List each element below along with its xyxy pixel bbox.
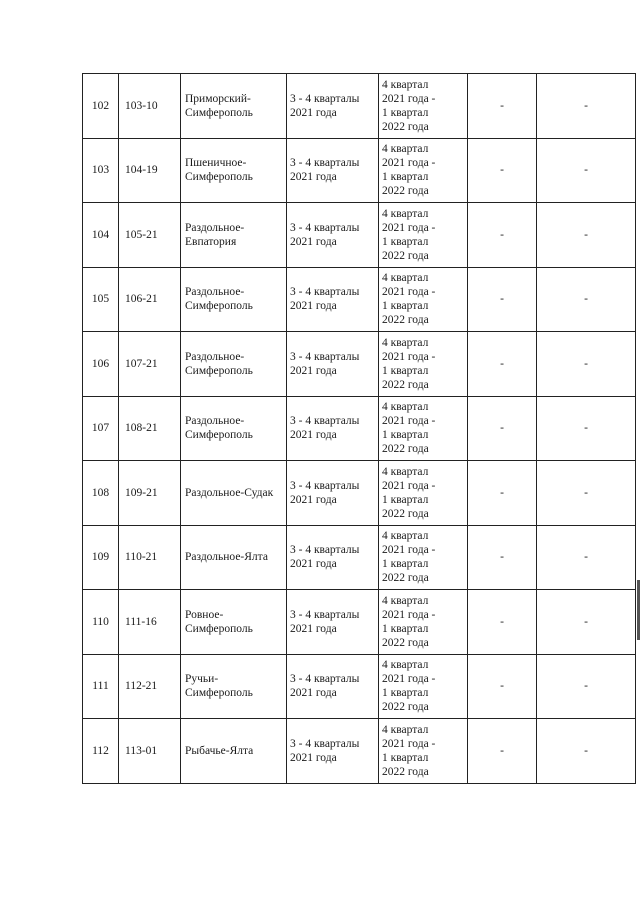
row-number-cell: 102 — [83, 74, 119, 139]
period-cell-line: 2021 года — [290, 364, 337, 377]
period-cell — [287, 654, 379, 719]
route-name-cell — [181, 203, 287, 268]
period-cell-line: 2021 года — [290, 493, 337, 506]
period-cell — [287, 719, 379, 784]
end-period-cell — [379, 719, 468, 784]
period-cell-line: 3 - 4 кварталы — [290, 92, 360, 105]
end-period-cell-line: 1 квартал — [382, 429, 429, 442]
value-b-cell: - — [537, 461, 636, 526]
period-cell-line: 2021 года — [290, 171, 337, 184]
route-code-cell: 113-01 — [119, 719, 181, 784]
end-period-cell-line: 2022 года — [382, 314, 429, 327]
end-period-cell-line: 2022 года — [382, 572, 429, 585]
end-period-cell-line: 1 квартал — [382, 493, 429, 506]
table-row — [83, 138, 636, 203]
value-a-cell: - — [468, 138, 537, 203]
end-period-cell-line: 2021 года - — [382, 221, 436, 234]
value-a-cell: - — [468, 74, 537, 139]
value-a-cell: - — [468, 654, 537, 719]
end-period-cell-line: 4 квартал — [382, 143, 429, 156]
route-name-cell-line: Симферополь — [185, 687, 253, 700]
period-cell-line: 2021 года — [290, 687, 337, 700]
end-period-cell-line: 1 квартал — [382, 106, 429, 119]
table-row — [83, 719, 636, 784]
end-period-cell-line: 1 квартал — [382, 622, 429, 635]
table-row — [83, 203, 636, 268]
period-cell-line: 2021 года — [290, 558, 337, 571]
end-period-cell — [379, 590, 468, 655]
row-number-cell: 112 — [83, 719, 119, 784]
period-cell-line: 3 - 4 кварталы — [290, 544, 360, 557]
end-period-cell — [379, 525, 468, 590]
route-name-cell-line: Ровное- — [185, 608, 224, 621]
end-period-cell-line: 4 квартал — [382, 530, 429, 543]
end-period-cell-line: 2022 года — [382, 636, 429, 649]
period-cell-line: 2021 года — [290, 106, 337, 119]
route-code-cell: 103-10 — [119, 74, 181, 139]
end-period-cell-line: 2021 года - — [382, 479, 436, 492]
end-period-cell-line: 4 квартал — [382, 272, 429, 285]
period-cell-line: 2021 года — [290, 429, 337, 442]
end-period-cell-line: 2022 года — [382, 120, 429, 133]
route-code-cell: 109-21 — [119, 461, 181, 526]
table-row — [83, 654, 636, 719]
end-period-cell-line: 2021 года - — [382, 415, 436, 428]
end-period-cell-line: 4 квартал — [382, 336, 429, 349]
period-cell-line: 3 - 4 кварталы — [290, 221, 360, 234]
period-cell — [287, 332, 379, 397]
route-name-cell-line: Раздольное- — [185, 286, 245, 299]
route-code-cell: 110-21 — [119, 525, 181, 590]
route-name-cell-line: Симферополь — [185, 429, 253, 442]
end-period-cell — [379, 203, 468, 268]
route-name-cell-line: Раздольное-Ялта — [185, 551, 268, 564]
end-period-cell-line: 1 квартал — [382, 300, 429, 313]
period-cell-line: 3 - 4 кварталы — [290, 737, 360, 750]
value-a-cell: - — [468, 590, 537, 655]
route-name-cell — [181, 719, 287, 784]
route-name-cell — [181, 654, 287, 719]
end-period-cell-line: 2022 года — [382, 185, 429, 198]
end-period-cell-line: 2021 года - — [382, 92, 436, 105]
end-period-cell-line: 1 квартал — [382, 364, 429, 377]
period-cell-line: 3 - 4 кварталы — [290, 479, 360, 492]
route-code-cell: 107-21 — [119, 332, 181, 397]
row-number-cell: 111 — [83, 654, 119, 719]
route-name-cell — [181, 461, 287, 526]
end-period-cell-line: 4 квартал — [382, 659, 429, 672]
period-cell-line: 2021 года — [290, 300, 337, 313]
end-period-cell-line: 2021 года - — [382, 286, 436, 299]
route-name-cell-line: Симферополь — [185, 106, 253, 119]
end-period-cell — [379, 74, 468, 139]
table-row — [83, 396, 636, 461]
end-period-cell-line: 4 квартал — [382, 78, 429, 91]
value-b-cell: - — [537, 203, 636, 268]
route-name-cell — [181, 525, 287, 590]
route-name-cell-line: Раздольное-Судак — [185, 486, 274, 499]
row-number-cell: 103 — [83, 138, 119, 203]
table-row — [83, 525, 636, 590]
end-period-cell-line: 4 квартал — [382, 465, 429, 478]
route-name-cell-line: Симферополь — [185, 364, 253, 377]
value-a-cell: - — [468, 203, 537, 268]
end-period-cell-line: 2022 года — [382, 249, 429, 262]
routes-table — [82, 73, 636, 784]
table-row — [83, 461, 636, 526]
routes-table-body — [83, 74, 636, 784]
end-period-cell — [379, 461, 468, 526]
period-cell — [287, 590, 379, 655]
end-period-cell-line: 1 квартал — [382, 558, 429, 571]
table-row — [83, 590, 636, 655]
end-period-cell — [379, 332, 468, 397]
route-name-cell-line: Пшеничное- — [185, 157, 247, 170]
end-period-cell — [379, 654, 468, 719]
route-name-cell-line: Евпатория — [185, 235, 237, 248]
period-cell-line: 3 - 4 кварталы — [290, 157, 360, 170]
row-number-cell: 109 — [83, 525, 119, 590]
period-cell-line: 2021 года — [290, 622, 337, 635]
route-name-cell-line: Приморский- — [185, 92, 251, 105]
value-a-cell: - — [468, 267, 537, 332]
value-b-cell: - — [537, 396, 636, 461]
period-cell — [287, 461, 379, 526]
route-code-cell: 108-21 — [119, 396, 181, 461]
route-name-cell-line: Раздольное- — [185, 415, 245, 428]
end-period-cell-line: 4 квартал — [382, 594, 429, 607]
period-cell — [287, 203, 379, 268]
end-period-cell-line: 2021 года - — [382, 157, 436, 170]
route-name-cell-line: Раздольное- — [185, 350, 245, 363]
end-period-cell — [379, 396, 468, 461]
end-period-cell-line: 1 квартал — [382, 687, 429, 700]
end-period-cell-line: 2021 года - — [382, 350, 436, 363]
end-period-cell-line: 2021 года - — [382, 608, 436, 621]
value-a-cell: - — [468, 332, 537, 397]
end-period-cell-line: 1 квартал — [382, 751, 429, 764]
value-b-cell: - — [537, 332, 636, 397]
value-a-cell: - — [468, 719, 537, 784]
value-b-cell: - — [537, 719, 636, 784]
value-b-cell: - — [537, 138, 636, 203]
route-name-cell-line: Рыбачье-Ялта — [185, 744, 254, 757]
row-number-cell: 104 — [83, 203, 119, 268]
table-row — [83, 74, 636, 139]
row-number-cell: 107 — [83, 396, 119, 461]
route-code-cell: 112-21 — [119, 654, 181, 719]
period-cell — [287, 525, 379, 590]
period-cell-line: 2021 года — [290, 751, 337, 764]
period-cell — [287, 396, 379, 461]
route-code-cell: 105-21 — [119, 203, 181, 268]
route-name-cell — [181, 396, 287, 461]
period-cell-line: 3 - 4 кварталы — [290, 415, 360, 428]
route-name-cell-line: Симферополь — [185, 300, 253, 313]
route-name-cell-line: Ручьи- — [185, 673, 219, 686]
end-period-cell — [379, 138, 468, 203]
end-period-cell — [379, 267, 468, 332]
route-name-cell — [181, 74, 287, 139]
value-b-cell: - — [537, 525, 636, 590]
end-period-cell-line: 2022 года — [382, 378, 429, 391]
period-cell-line: 3 - 4 кварталы — [290, 286, 360, 299]
period-cell-line: 3 - 4 кварталы — [290, 608, 360, 621]
end-period-cell-line: 2022 года — [382, 765, 429, 778]
period-cell-line: 3 - 4 кварталы — [290, 350, 360, 363]
end-period-cell-line: 4 квартал — [382, 401, 429, 414]
route-code-cell: 111-16 — [119, 590, 181, 655]
route-name-cell — [181, 267, 287, 332]
end-period-cell-line: 2021 года - — [382, 544, 436, 557]
row-number-cell: 108 — [83, 461, 119, 526]
route-code-cell: 104-19 — [119, 138, 181, 203]
period-cell — [287, 74, 379, 139]
row-number-cell: 110 — [83, 590, 119, 655]
end-period-cell-line: 1 квартал — [382, 171, 429, 184]
row-number-cell: 105 — [83, 267, 119, 332]
end-period-cell-line: 2021 года - — [382, 673, 436, 686]
route-code-cell: 106-21 — [119, 267, 181, 332]
end-period-cell-line: 4 квартал — [382, 723, 429, 736]
end-period-cell-line: 2021 года - — [382, 737, 436, 750]
end-period-cell-line: 1 квартал — [382, 235, 429, 248]
end-period-cell-line: 2022 года — [382, 443, 429, 456]
end-period-cell-line: 4 квартал — [382, 207, 429, 220]
value-b-cell: - — [537, 590, 636, 655]
end-period-cell-line: 2022 года — [382, 507, 429, 520]
row-number-cell: 106 — [83, 332, 119, 397]
route-name-cell-line: Симферополь — [185, 171, 253, 184]
value-b-cell: - — [537, 74, 636, 139]
route-name-cell — [181, 590, 287, 655]
end-period-cell-line: 2022 года — [382, 701, 429, 714]
period-cell-line: 3 - 4 кварталы — [290, 673, 360, 686]
value-a-cell: - — [468, 461, 537, 526]
route-name-cell-line: Раздольное- — [185, 221, 245, 234]
value-a-cell: - — [468, 396, 537, 461]
value-b-cell: - — [537, 654, 636, 719]
period-cell — [287, 267, 379, 332]
period-cell-line: 2021 года — [290, 235, 337, 248]
table-row — [83, 332, 636, 397]
period-cell — [287, 138, 379, 203]
route-name-cell — [181, 332, 287, 397]
value-b-cell: - — [537, 267, 636, 332]
route-name-cell — [181, 138, 287, 203]
value-a-cell: - — [468, 525, 537, 590]
route-name-cell-line: Симферополь — [185, 622, 253, 635]
table-row — [83, 267, 636, 332]
